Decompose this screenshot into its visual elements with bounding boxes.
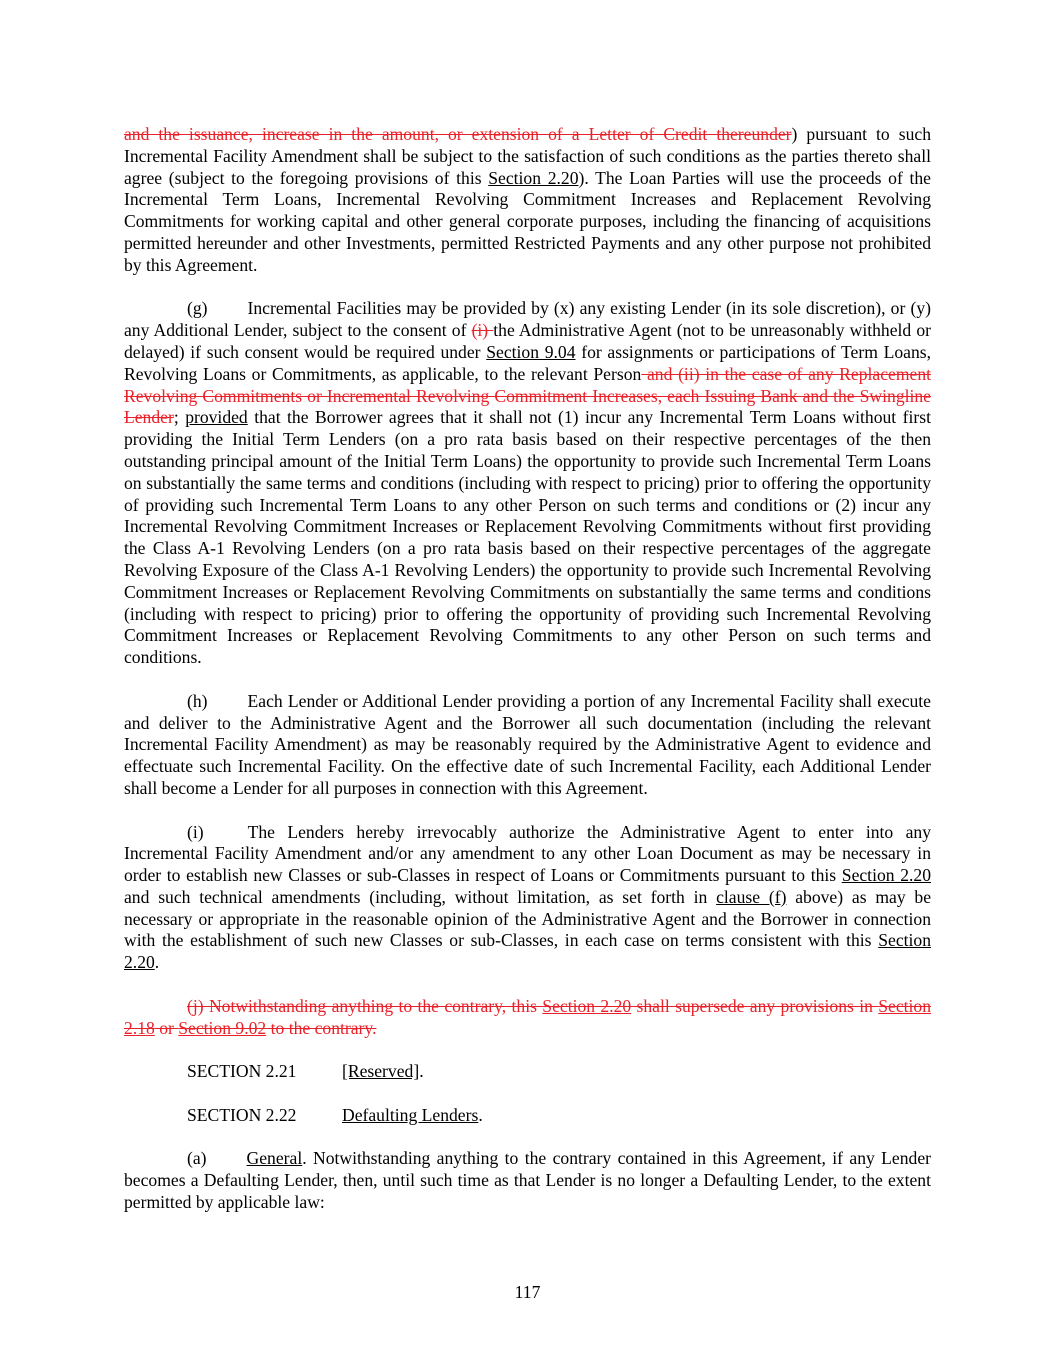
cross-reference: Section 2.20 [841, 865, 931, 886]
paragraph-f-continuation: and the issuance, increase in the amount, or extension of a Letter of Credit thereunder) pursuant to such Incremental Facility Amendment shall be subject to the satisfaction of such conditions as the parties thereto shall agree (subject to the foregoing provisions of this Section 2.20). The Loan Parties will use the proceeds of the Incremental Term Loans, Incremental Revolving Commitment Increases and Replacement Revolving Commitments for working capital and other general corporate purposes, including the financing of acquisitions permitted hereunder and other Investments, permitted Restricted Payments and any other purpose not prohibited by this Agreement. [124, 124, 931, 275]
deleted-text: (i) [471, 320, 494, 341]
section-title: [Reserved] [342, 1061, 420, 1082]
deleted-text: and the issuance, increase in the amount, or extension of a Letter of Credit thereunder [124, 124, 792, 144]
deleted-text: and (ii) in the case of any Replacement Revolving Commitments or Incremental Revolving Commitment Increases, each Issuing Bank and the Swingline Lender [124, 363, 932, 428]
page-number: 117 [514, 1282, 541, 1302]
cross-reference: Section 2.20 [542, 995, 632, 1016]
cross-reference: Section 9.02 [178, 1017, 267, 1038]
section-number: SECTION 2.21 [187, 1061, 297, 1082]
paragraph-label: (g) [187, 298, 208, 319]
paragraph-label: (h) [187, 690, 208, 711]
cross-reference: Section 2.20 [488, 167, 579, 188]
paragraph-label: (a) [187, 1148, 207, 1169]
cross-reference: clause (f) [716, 886, 787, 907]
cross-reference: Section 9.04 [486, 341, 576, 362]
cross-reference: Section 2.20 [124, 930, 931, 973]
section-title: Defaulting Lenders [342, 1104, 479, 1125]
document-body [124, 124, 931, 1214]
section-2-21-heading: SECTION 2.21 [Reserved]. [187, 1061, 424, 1082]
section-number: SECTION 2.22 [187, 1104, 297, 1125]
paragraph-a: (a) General. Notwithstanding anything to the contrary contained in this Agreement, if any Lender becomes a Defaulting Lender, then, until such time as that Lender is no longer a Defaulting Lender, to the extent permitted by applicable law: [124, 1148, 931, 1213]
defined-term: provided [185, 407, 248, 428]
paragraph-g: (g) Incremental Facilities may be provided by (x) any existing Lender (in its sole discretion), or (y) any Additional Lender, subject to the consent of (i) the Administrative Agent (not to be unreasonably withheld or delayed) if such consent would be required under Section 9.04 for assignments or participations of Term Loans, Revolving Loans or Commitments, as applicable, to the relevant Person and (ii) in the case of any Replacement Revolving Commitments or Incremental Revolving Commitment Increases, each Issuing Bank and the Swingline Lender; provided that the Borrower agrees that it shall not (1) incur any Incremental Term Loans without first providing the Initial Term Lenders (on a pro rata basis based on their respective percentages of the then outstanding principal amount of the Initial Term Loans) the opportunity to provide such Incremental Term Loans on substantially the same terms and conditions (including with respect to pricing) prior to offering the opportunity of providing such Incremental Term Loans to any other Person on such terms and conditions or (2) incur any Incremental Revolving Commitment Increases or Replacement Revolving Commitments without first providing the Class A-1 Revolving Lenders (on a pro rata basis based on their respective percentages of the aggregate Revolving Exposure of the Class A-1 Revolving Lenders) the opportunity to provide such Incremental Revolving Commitment Increases or Replacement Revolving Commitments on substantially the same terms and conditions (including with respect to pricing) prior to offering the opportunity of providing such Incremental Revolving Commitment Increases or Replacement Revolving Commitments to any other Person on such terms and conditions. [124, 298, 932, 668]
section-2-22-heading: SECTION 2.22 Defaulting Lenders. [187, 1104, 483, 1125]
paragraph-heading: General [246, 1148, 303, 1169]
paragraph-i: (i) The Lenders hereby irrevocably authorize the Administrative Agent to enter into any Incremental Facility Amendment and/or any amendment to any other Loan Document as may be necessary in order to establish new Classes or sub-Classes in respect of Loans or Commitments pursuant to this Section 2.20 and such technical amendments (including, without limitation, as set forth in clause (f) above) as may be necessary or appropriate in the reasonable opinion of the Administrative Agent and the Borrower in connection with the establishment of such new Classes or sub-Classes, in each case on terms consistent with this Section 2.20. [124, 821, 932, 973]
paragraph-j-deleted: (j) Notwithstanding anything to the contrary, this Section 2.20 shall supersede any provisions in Section 2.18 or Section 9.02 to the contrary. [124, 995, 931, 1038]
cross-reference: Section 2.18 [124, 995, 931, 1038]
paragraph-h: (h) Each Lender or Additional Lender providing a portion of any Incremental Facility shall execute and deliver to the Administrative Agent and the Borrower all such documentation (including the relevant Incremental Facility Amendment) as may be reasonably required by the Administrative Agent to evidence and effectuate such Incremental Facility. On the effective date of such Incremental Facility, each Additional Lender shall become a Lender for all purposes in connection with this Agreement. [124, 690, 931, 798]
paragraph-label: (i) [187, 821, 204, 842]
